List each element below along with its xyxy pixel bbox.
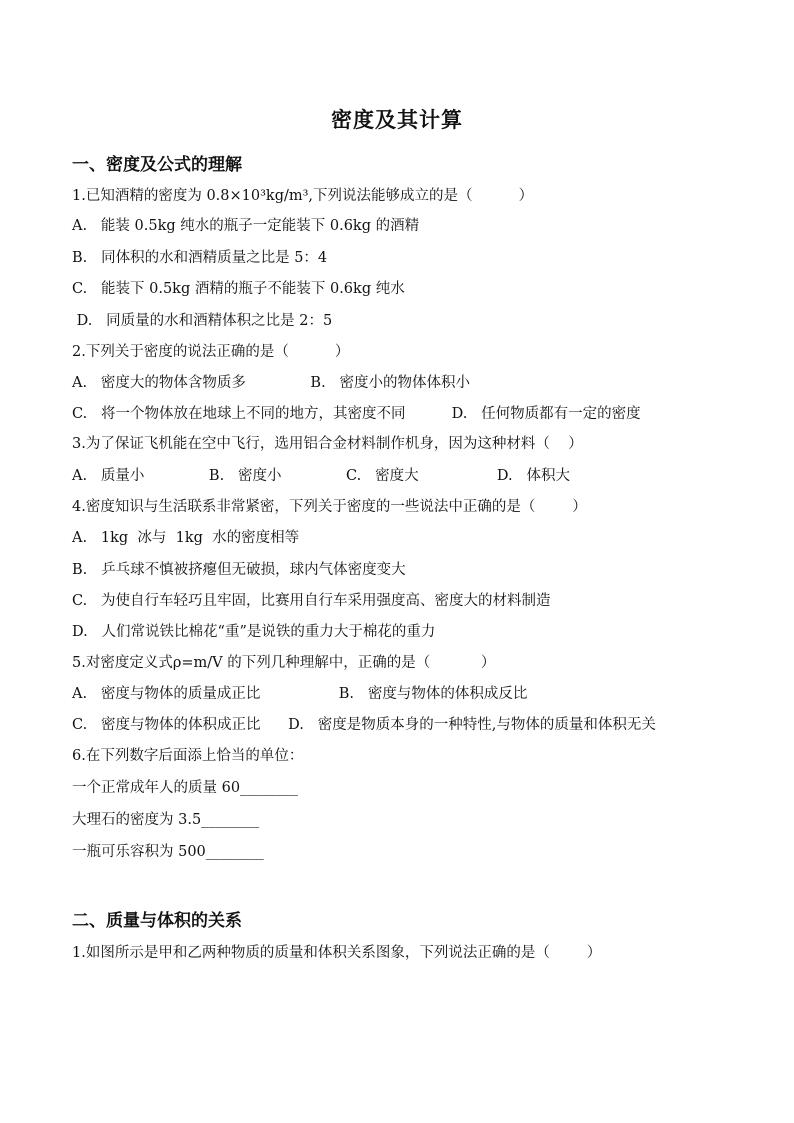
option-line: A. 1kg 冰与 1kg 水的密度相等	[72, 530, 300, 546]
option-line: C. 为使自行车轻巧且牢固，比赛用自行车采用强度高、密度大的材料制造	[72, 593, 551, 609]
section-heading-1: 一、密度及公式的理解	[72, 155, 242, 175]
fill-blank-line: 一个正常成年人的质量 60________	[72, 780, 299, 796]
option-line: B. 同体积的水和酒精质量之比是 5：4	[72, 250, 328, 266]
option-line: A. 密度与物体的质量成正比 B. 密度与物体的体积成反比	[72, 686, 528, 702]
option-line: C. 能装下 0.5kg 酒精的瓶子不能装下 0.6kg 纯水	[72, 281, 405, 297]
question-5: 5.对密度定义式ρ=m/V 的下列几种理解中，正确的是（ ）	[72, 655, 496, 671]
option-line: C. 密度与物体的体积成正比 D. 密度是物质本身的一种特性,与物体的质量和体积无关	[72, 717, 656, 733]
fill-blank-line: 一瓶可乐容积为 500________	[72, 844, 264, 860]
option-line: D. 人们常说铁比棉花“重”是说铁的重力大于棉花的重力	[72, 624, 436, 640]
option-line: C. 将一个物体放在地球上不同的地方，其密度不同 D. 任何物质都有一定的密度	[72, 406, 641, 422]
question-6: 6.在下列数字后面添上恰当的单位：	[72, 748, 304, 764]
question-2-1: 1.如图所示是甲和乙两种物质的质量和体积关系图象，下列说法正确的是（ ）	[72, 945, 602, 961]
page-title: 密度及其计算	[331, 107, 463, 132]
question-1: 1.已知酒精的密度为 0.8×10³kg/m³,下列说法能够成立的是（ ）	[72, 188, 534, 204]
option-line: B. 乒乓球不慎被挤瘪但无破损，球内气体密度变大	[72, 562, 406, 578]
question-4: 4.密度知识与生活联系非常紧密，下列关于密度的一些说法中正确的是（ ）	[72, 499, 587, 515]
question-2: 2.下列关于密度的说法正确的是（ ）	[72, 344, 350, 360]
section-heading-2: 二、质量与体积的关系	[72, 911, 242, 931]
option-line: A. 能装 0.5kg 纯水的瓶子一定能装下 0.6kg 的酒精	[72, 218, 420, 234]
option-line: A. 质量小 B. 密度小 C. 密度大 D. 体积大	[72, 468, 570, 484]
option-line: D. 同质量的水和酒精体积之比是 2：5	[72, 313, 333, 329]
question-3: 3.为了保证飞机能在空中飞行，选用铝合金材料制作机身，因为这种材料（ ）	[72, 436, 583, 452]
option-line: A. 密度大的物体含物质多 B. 密度小的物体体积小	[72, 375, 471, 391]
fill-blank-line: 大理石的密度为 3.5________	[72, 812, 260, 828]
